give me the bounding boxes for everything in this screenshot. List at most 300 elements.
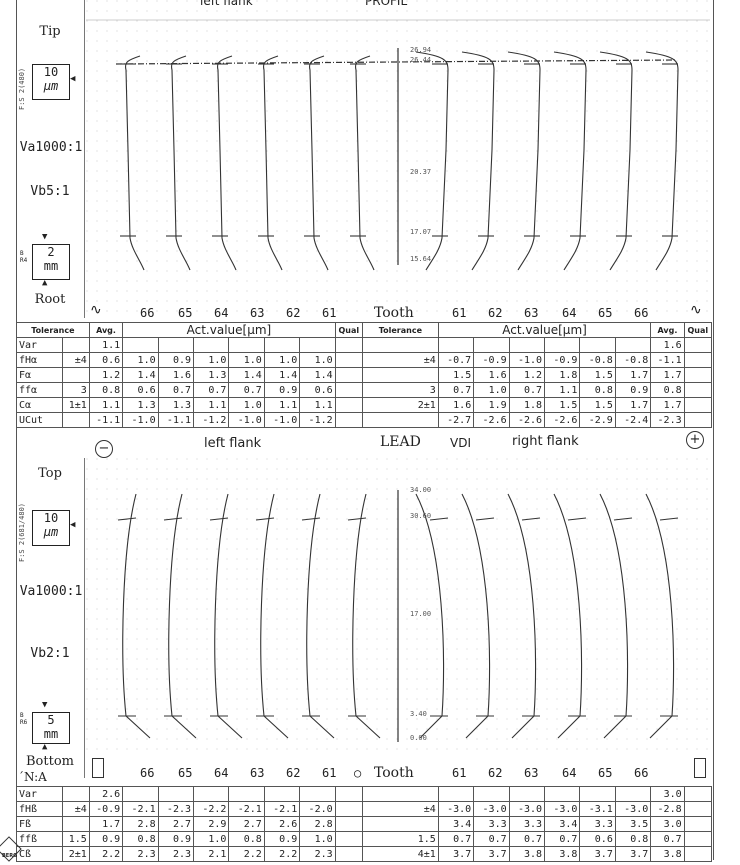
profile-scale-value: 10 (43, 65, 59, 79)
profile-table-cell-qualr (684, 383, 711, 398)
profile-table-cell-l2: 1.1 (194, 398, 229, 413)
lead-table-cell-l2: 2.1 (194, 847, 229, 862)
profile-tooth-r-5: 66 (634, 306, 649, 320)
profile-table-cell-r4 (580, 338, 615, 353)
lead-table-cell-tolr (362, 787, 438, 802)
lead-tooth-r-4: 65 (598, 766, 613, 780)
profile-table-cell-r0: 1.5 (438, 368, 473, 383)
lead-table-cell-tol: 1.5 (62, 832, 89, 847)
profile-table-cell-r3: -2.6 (545, 413, 580, 428)
profile-table-cell-r3 (545, 338, 580, 353)
lead-tooth-label: Tooth (374, 765, 414, 781)
profile-hdr-tolerance: Tolerance (17, 323, 90, 338)
lead-table-row (17, 787, 712, 802)
lead-table-cell-l3: 2.7 (229, 817, 264, 832)
profile-table-cell-tol (62, 368, 89, 383)
lead-table-row (17, 847, 712, 862)
profile-tooth-r-0: 61 (452, 306, 467, 320)
profile-table-cell-avg: 0.6 (89, 353, 122, 368)
profile-table-cell-r4: 1.5 (580, 398, 615, 413)
lead-tick-5: 0.00 (410, 734, 427, 742)
logo-text: BERG (2, 853, 18, 859)
lead-table-cell-l5: 2.3 (300, 847, 335, 862)
profile-table-cell-r5: -0.8 (615, 353, 650, 368)
lead-table-cell-l1: 2.3 (158, 847, 193, 862)
profile-table-cell-l3: 1.0 (229, 353, 264, 368)
profile-table-cell-l1: 1.3 (158, 398, 193, 413)
profile-left-panel (16, 0, 85, 318)
profile-table-cell-tol: 1±1 (62, 398, 89, 413)
lead-symbol-left-icon (92, 758, 104, 778)
lead-table-cell-avgr: 0.7 (651, 832, 684, 847)
lead-table-cell-qual (335, 787, 362, 802)
profile-table-row (17, 353, 712, 368)
lead-table-cell-name: ffß (17, 832, 63, 847)
lead-vdi: VDI (450, 436, 471, 450)
lead-table-cell-r4: 3.7 (580, 847, 615, 862)
lead-table-row (17, 832, 712, 847)
profile-table-cell-r5: 1.7 (615, 368, 650, 383)
lead-length-box (32, 712, 70, 744)
lead-table-cell-l0: -2.1 (123, 802, 158, 817)
lead-scale-value: 10 (43, 511, 59, 525)
profile-table-cell-l5: 1.1 (300, 398, 335, 413)
lead-table-cell-tol: 2±1 (62, 847, 89, 862)
arrow-up-icon: ▲ (42, 278, 48, 288)
lead-table-cell-r5: 3.5 (615, 817, 650, 832)
profile-tooth-l-0: 66 (140, 306, 155, 320)
profile-table (16, 322, 712, 428)
lead-table-cell-avg: 1.7 (89, 817, 122, 832)
lead-table-cell-l4: 0.9 (264, 832, 299, 847)
lead-table-cell-r0: 3.7 (438, 847, 473, 862)
profile-hdr-avg-right: Avg. (651, 323, 684, 338)
plus-icon: + (686, 431, 704, 449)
profile-table-row (17, 368, 712, 383)
profile-tooth-l-1: 65 (178, 306, 193, 320)
profile-table-cell-avgr: 1.7 (651, 368, 684, 383)
lead-table-cell-l3 (229, 787, 264, 802)
profile-hdr-tolerance-right: Tolerance (362, 323, 438, 338)
profile-vb: Vb5:1 (30, 184, 70, 199)
profile-table-cell-tol (62, 413, 89, 428)
profile-table-cell-l0 (123, 338, 158, 353)
lead-table-cell-r2: 3.3 (509, 817, 544, 832)
profile-tick-2: 26.44 (410, 56, 432, 64)
bottom-label: Bottom (26, 754, 74, 769)
lead-tooth-r-2: 63 (524, 766, 539, 780)
lead-scale-box (32, 510, 70, 546)
lead-table-cell-r5: -3.0 (615, 802, 650, 817)
lead-arrow-left-icon: ◀ (70, 520, 76, 530)
lead-symbol-right-icon (694, 758, 706, 778)
lead-table-cell-name: Var (17, 787, 63, 802)
lead-tooth-l-2: 64 (214, 766, 229, 780)
profile-table-cell-l2: 0.7 (194, 383, 229, 398)
profile-table-cell-l5: 1.0 (300, 353, 335, 368)
profile-table-cell-r5 (615, 338, 650, 353)
lead-table-cell-qualr (684, 817, 711, 832)
lead-table-cell-r2 (509, 787, 544, 802)
profile-tooth-l-3: 63 (250, 306, 265, 320)
lead-table-cell-tol (62, 787, 89, 802)
lead-table-cell-qual (335, 832, 362, 847)
profile-hdr-qual-left: Qual (335, 323, 362, 338)
lead-table-cell-r1: 3.7 (474, 847, 509, 862)
lead-table-cell-qual (335, 847, 362, 862)
lead-table-cell-r4 (580, 787, 615, 802)
lead-tick-1: 34.00 (410, 486, 432, 494)
profile-tooth-row (86, 302, 710, 322)
profile-table-cell-l0: -1.0 (123, 413, 158, 428)
profile-table-cell-avg: -1.1 (89, 413, 122, 428)
profile-table-cell-l3 (229, 338, 264, 353)
profile-table-cell-r4: -0.8 (580, 353, 615, 368)
profile-table-cell-l4: 0.9 (264, 383, 299, 398)
lead-table-cell-name: Fß (17, 817, 63, 832)
profile-table-cell-r3: 1.5 (545, 398, 580, 413)
arrow-down-icon: ▼ (42, 232, 48, 242)
profile-table-cell-l3: 1.0 (229, 398, 264, 413)
profile-table-cell-l1: -1.1 (158, 413, 193, 428)
lead-table-cell-l3: -2.1 (229, 802, 264, 817)
profile-table-cell-r3: 1.8 (545, 368, 580, 383)
lead-table-cell-qualr (684, 802, 711, 817)
lead-table-cell-r3 (545, 787, 580, 802)
profile-table-cell-r0 (438, 338, 473, 353)
lead-table-cell-l5: -2.0 (300, 802, 335, 817)
profile-table-cell-qual (335, 368, 362, 383)
lead-table-cell-avg: 2.2 (89, 847, 122, 862)
lead-right-flank: right flank (512, 434, 579, 449)
lead-table-cell-tolr: 1.5 (362, 832, 438, 847)
profile-table-cell-l0: 1.3 (123, 398, 158, 413)
profile-table-cell-r2: -2.6 (509, 413, 544, 428)
profile-table-cell-avg: 0.8 (89, 383, 122, 398)
lead-table-cell-l0: 2.8 (123, 817, 158, 832)
profile-tooth-r-4: 65 (598, 306, 613, 320)
profile-tooth-l-5: 61 (322, 306, 337, 320)
profile-tick-4: 17.07 (410, 228, 432, 236)
profile-table-cell-avg: 1.2 (89, 368, 122, 383)
profile-table-cell-l4: 1.1 (264, 398, 299, 413)
profile-table-cell-avg: 1.1 (89, 398, 122, 413)
lead-table-cell-avgr: 3.8 (651, 847, 684, 862)
lead-table-cell-l4 (264, 787, 299, 802)
profile-table-cell-r2 (509, 338, 544, 353)
profile-table-cell-tolr: 2±1 (362, 398, 438, 413)
profile-table-cell-tolr (362, 338, 438, 353)
lead-tooth-r-1: 62 (488, 766, 503, 780)
lead-table-cell-avg: -0.9 (89, 802, 122, 817)
lead-table-cell-l4: 2.2 (264, 847, 299, 862)
lead-table-cell-r2: 3.8 (509, 847, 544, 862)
profile-table-cell-avgr: 0.8 (651, 383, 684, 398)
profile-table-cell-r1: 1.0 (474, 383, 509, 398)
profile-hdr-act-right: Act.value[µm] (438, 323, 650, 338)
profile-table-cell-r2: 0.7 (509, 383, 544, 398)
lead-table-cell-name: Cß (17, 847, 63, 862)
profile-table-cell-r5: 0.9 (615, 383, 650, 398)
profile-table-cell-l5 (300, 338, 335, 353)
lead-table (16, 786, 712, 862)
lead-tooth-l-3: 63 (250, 766, 265, 780)
profile-table-cell-l1 (158, 338, 193, 353)
lead-table-cell-r0: 3.4 (438, 817, 473, 832)
lead-table-cell-r1 (474, 787, 509, 802)
lead-tooth-l-0: 66 (140, 766, 155, 780)
profile-table-cell-r3: -0.9 (545, 353, 580, 368)
lead-table-cell-l3: 0.8 (229, 832, 264, 847)
lead-tooth-l-5: 61 (322, 766, 337, 780)
lead-table-cell-name: fHß (17, 802, 63, 817)
lead-table-cell-r3: 3.4 (545, 817, 580, 832)
lead-table-cell-l3: 2.2 (229, 847, 264, 862)
profile-table-cell-tolr: ±4 (362, 353, 438, 368)
profile-table-cell-tolr (362, 368, 438, 383)
lead-title: LEAD (380, 434, 421, 450)
lead-table-cell-avg: 0.9 (89, 832, 122, 847)
profile-tooth-r-1: 62 (488, 306, 503, 320)
lead-chart (86, 458, 710, 758)
lead-table-cell-l1: 2.7 (158, 817, 193, 832)
lead-scale-unit: µm (43, 525, 59, 539)
profile-table-cell-name: ffα (17, 383, 63, 398)
profile-table-cell-l4: 1.4 (264, 368, 299, 383)
profile-scale-box (32, 64, 70, 100)
profile-table-cell-r1: 1.9 (474, 398, 509, 413)
profile-table-cell-avgr: -1.1 (651, 353, 684, 368)
profile-tooth-r-2: 63 (524, 306, 539, 320)
lead-table-cell-r5: 0.8 (615, 832, 650, 847)
profile-table-cell-qualr (684, 368, 711, 383)
lead-table-cell-qualr (684, 847, 711, 862)
lead-table-cell-r4: 3.3 (580, 817, 615, 832)
lead-arrow-down-icon: ▼ (42, 700, 48, 710)
lead-table-cell-l2: 1.0 (194, 832, 229, 847)
root-label: Root (34, 292, 66, 307)
profile-table-cell-r1: -2.6 (474, 413, 509, 428)
lead-table-cell-r1: -3.0 (474, 802, 509, 817)
lead-table-cell-qualr (684, 787, 711, 802)
profile-table-row (17, 398, 712, 413)
lead-table-cell-r5 (615, 787, 650, 802)
profile-chart (86, 0, 710, 318)
tip-label: Tip (39, 24, 61, 39)
profile-table-cell-r1: 1.6 (474, 368, 509, 383)
lead-table-cell-l5: 2.8 (300, 817, 335, 832)
lead-table-cell-r5: 3.7 (615, 847, 650, 862)
profile-tick-3: 20.37 (410, 168, 432, 176)
profile-table-cell-l1: 0.9 (158, 353, 193, 368)
profile-table-cell-r1: -0.9 (474, 353, 509, 368)
profile-table-cell-l0: 1.4 (123, 368, 158, 383)
profile-table-cell-r2: 1.8 (509, 398, 544, 413)
profile-table-cell-l1: 0.7 (158, 383, 193, 398)
profile-va: Va1000:1 (19, 140, 83, 155)
profile-table-cell-l5: 0.6 (300, 383, 335, 398)
profile-fs-label: F:S 2(480) (18, 67, 26, 110)
profile-table-cell-qualr (684, 398, 711, 413)
profile-table-cell-r2: 1.2 (509, 368, 544, 383)
profile-length-unit: mm (43, 259, 59, 273)
lead-tooth-l-4: 62 (286, 766, 301, 780)
profile-table-cell-l3: 0.7 (229, 383, 264, 398)
profile-table-cell-r5: 1.7 (615, 398, 650, 413)
lead-table-cell-r0: -3.0 (438, 802, 473, 817)
lead-tooth-l-1: 65 (178, 766, 193, 780)
lead-fs-label: F:S 2(681/480) (18, 502, 26, 562)
lead-table-cell-l4: 2.6 (264, 817, 299, 832)
profile-table-cell-l3: -1.0 (229, 413, 264, 428)
profile-table-cell-l1: 1.6 (158, 368, 193, 383)
lead-table-cell-avgr: 3.0 (651, 817, 684, 832)
profile-symbol-right-icon: ∿ (690, 302, 702, 318)
profile-table-cell-name: Fα (17, 368, 63, 383)
profile-table-row (17, 338, 712, 353)
lead-arrow-up-icon: ▲ (42, 742, 48, 752)
minus-icon: − (95, 440, 113, 458)
lead-table-cell-r0 (438, 787, 473, 802)
profile-table-cell-l2: 1.0 (194, 353, 229, 368)
lead-length-value: 5 (47, 713, 55, 727)
profile-table-cell-qual (335, 338, 362, 353)
profile-table-cell-r4: 1.5 (580, 368, 615, 383)
profile-symbol-left-icon: ∿ (90, 302, 102, 318)
profile-table-cell-l5: -1.2 (300, 413, 335, 428)
profile-table-cell-l2 (194, 338, 229, 353)
profile-table-cell-r3: 1.1 (545, 383, 580, 398)
lead-tooth-r-5: 66 (634, 766, 649, 780)
lead-table-cell-r3: 3.8 (545, 847, 580, 862)
profile-table-cell-r1 (474, 338, 509, 353)
lead-table-cell-r4: 0.6 (580, 832, 615, 847)
lead-table-cell-r3: -3.0 (545, 802, 580, 817)
lead-table-cell-tolr (362, 817, 438, 832)
lead-table-cell-r3: 0.7 (545, 832, 580, 847)
profile-table-cell-r0: 0.7 (438, 383, 473, 398)
lead-center-circle-icon: ○ (354, 766, 362, 780)
lead-table-cell-avg: 2.6 (89, 787, 122, 802)
profile-length-value: 2 (47, 245, 55, 259)
lead-vb: Vb2:1 (30, 646, 70, 661)
profile-table-cell-l4: -1.0 (264, 413, 299, 428)
lead-table-cell-l1: 0.9 (158, 832, 193, 847)
profile-table-cell-l0: 1.0 (123, 353, 158, 368)
lead-table-cell-r2: -3.0 (509, 802, 544, 817)
lead-table-cell-l1: -2.3 (158, 802, 193, 817)
lead-table-cell-r1: 0.7 (474, 832, 509, 847)
profile-tooth-label: Tooth (374, 305, 414, 321)
profile-table-cell-l0: 0.6 (123, 383, 158, 398)
profile-tick-1: 26.94 (410, 46, 432, 54)
lead-table-cell-tol: ±4 (62, 802, 89, 817)
profile-table-cell-qualr (684, 338, 711, 353)
profile-table-cell-l3: 1.4 (229, 368, 264, 383)
lead-left-flank: left flank (204, 436, 262, 451)
top-label: Top (38, 466, 62, 481)
profile-length-box (32, 244, 70, 280)
profile-table-cell-l4 (264, 338, 299, 353)
lead-tooth-r-3: 64 (562, 766, 577, 780)
profile-table-cell-tol: 3 (62, 383, 89, 398)
lead-table-cell-tolr: ±4 (362, 802, 438, 817)
profile-hdr-act-left: Act.value[µm] (123, 323, 335, 338)
profile-table-cell-r0: 1.6 (438, 398, 473, 413)
profile-table-row (17, 383, 712, 398)
lead-tick-4: 3.40 (410, 710, 427, 718)
lead-tooth-r-0: 61 (452, 766, 467, 780)
lead-va: Va1000:1 (19, 584, 83, 599)
lead-table-cell-tolr: 4±1 (362, 847, 438, 862)
lead-b-label: B R6 (20, 712, 28, 726)
lead-table-cell-r4: -3.1 (580, 802, 615, 817)
lead-table-cell-qualr (684, 832, 711, 847)
profile-tooth-l-2: 64 (214, 306, 229, 320)
lead-table-cell-l2 (194, 787, 229, 802)
profile-table-cell-r4: 0.8 (580, 383, 615, 398)
profile-table-cell-tol (62, 338, 89, 353)
lead-left-panel (16, 458, 85, 778)
profile-table-cell-r0: -2.7 (438, 413, 473, 428)
lead-table-cell-l2: 2.9 (194, 817, 229, 832)
lead-length-unit: mm (43, 727, 59, 741)
profile-table-cell-name: UCut (17, 413, 63, 428)
na-label: ´N:A (18, 770, 47, 784)
profile-tooth-l-4: 62 (286, 306, 301, 320)
profile-scale-unit: µm (43, 79, 59, 93)
lead-table-cell-avgr: 3.0 (651, 787, 684, 802)
lead-table-cell-avgr: -2.8 (651, 802, 684, 817)
profile-table-header (17, 323, 712, 338)
lead-table-cell-l5 (300, 787, 335, 802)
profile-tooth-r-3: 64 (562, 306, 577, 320)
profile-table-row (17, 413, 712, 428)
profile-table-cell-l2: -1.2 (194, 413, 229, 428)
profile-table-cell-r2: -1.0 (509, 353, 544, 368)
lead-table-cell-l1 (158, 787, 193, 802)
profile-table-cell-qual (335, 353, 362, 368)
lead-table-row (17, 802, 712, 817)
profile-table-cell-l2: 1.3 (194, 368, 229, 383)
profile-table-cell-qualr (684, 413, 711, 428)
lead-table-cell-r2: 0.7 (509, 832, 544, 847)
profile-table-cell-tolr (362, 413, 438, 428)
profile-table-cell-avgr: -2.3 (651, 413, 684, 428)
profile-b-label: B R4 (20, 250, 28, 264)
profile-hdr-qual-right: Qual (684, 323, 711, 338)
lead-tick-3: 17.00 (410, 610, 432, 618)
profile-table-cell-name: Var (17, 338, 63, 353)
profile-tick-5: 15.64 (410, 255, 432, 263)
profile-table-cell-l4: 1.0 (264, 353, 299, 368)
lead-table-cell-l4: -2.1 (264, 802, 299, 817)
profile-table-cell-tolr: 3 (362, 383, 438, 398)
lead-table-cell-r0: 0.7 (438, 832, 473, 847)
lead-table-cell-qual (335, 802, 362, 817)
lead-table-row (17, 817, 712, 832)
arrow-left-icon: ◀ (70, 74, 76, 84)
lead-table-cell-r1: 3.3 (474, 817, 509, 832)
lead-table-cell-l0 (123, 787, 158, 802)
lead-tooth-row (86, 766, 710, 782)
profile-hdr-avg-left: Avg. (89, 323, 122, 338)
profile-table-cell-r5: -2.4 (615, 413, 650, 428)
lead-table-cell-l0: 0.8 (123, 832, 158, 847)
profile-table-cell-avgr: 1.7 (651, 398, 684, 413)
profile-table-cell-qualr (684, 353, 711, 368)
profile-table-cell-avgr: 1.6 (651, 338, 684, 353)
